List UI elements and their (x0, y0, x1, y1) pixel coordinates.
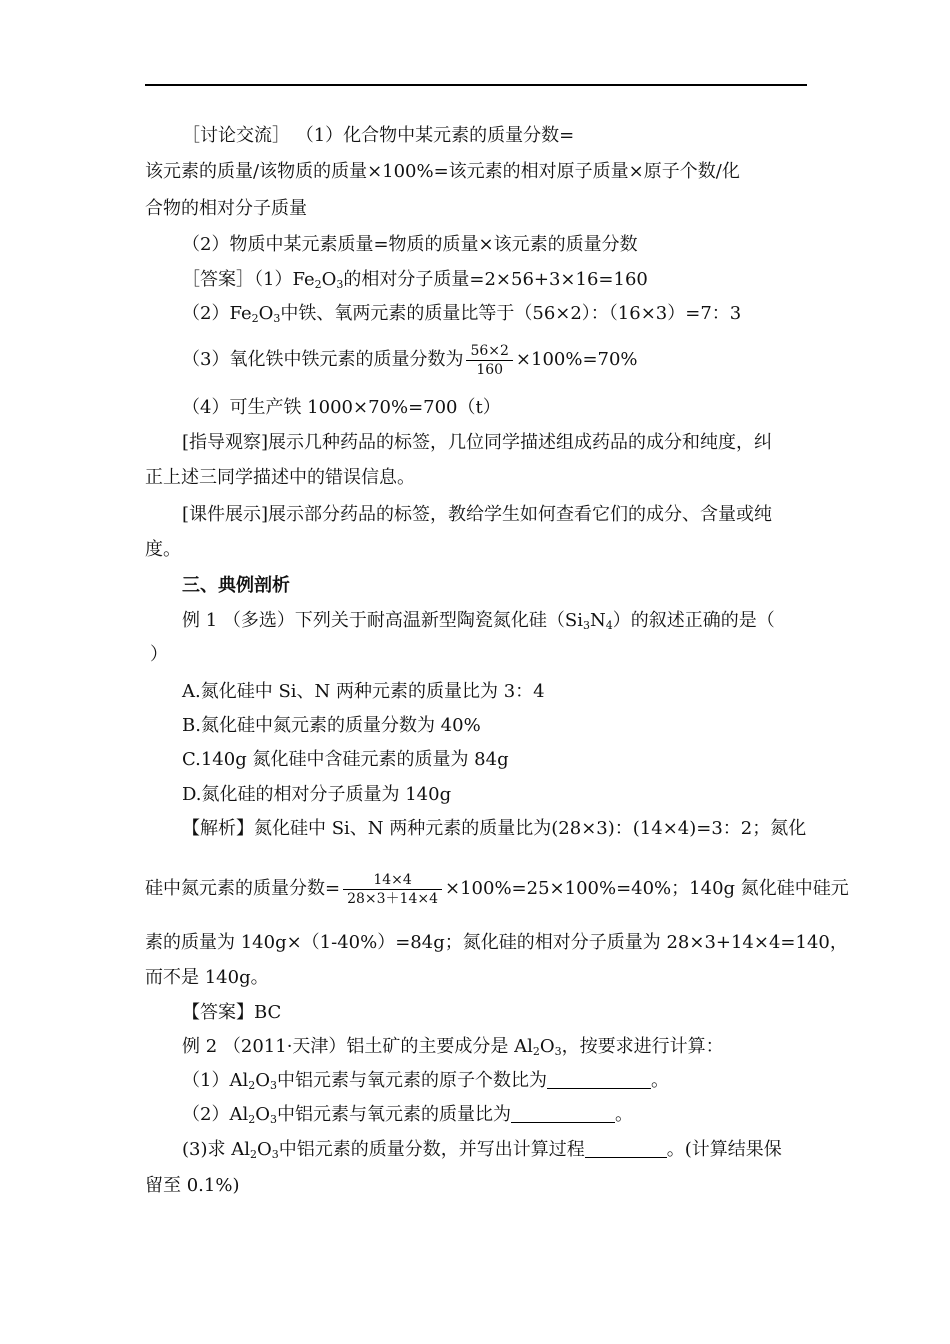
guide-line-2: 正上述三同学描述中的错误信息。 (145, 467, 415, 488)
answer-part-2: $(2)Fe_2O_3$中铁、氧两元素的质量比等于（56×2）：（16×3）=7：3 (182, 303, 742, 325)
example1-question: 例 1 （多选）下列关于耐高温新型陶瓷氮化硅$(Si_3N_4)$的叙述正确的是（ (182, 610, 775, 632)
option-d: D.氮化硅的相对分子质量为 140g (182, 784, 452, 805)
analysis-line-3: 素的质量为 140g×（1-40%）=84g；氮化硅的相对分子质量为 28×3+14×4=140， (145, 932, 848, 953)
analysis-line-1: 【解析】氮化硅中 Si、N 两种元素的质量比为(28×3)：(14×4)=3：2；氮化 (182, 818, 807, 839)
example2-part-3: (3)求 $Al_2O_3$中铝元素的质量分数，并写出计算过程 。(计算结果保 (182, 1139, 782, 1161)
discussion-line-2: 该元素的质量/该物质的质量×100%=该元素的相对原子质量×原子个数/化 (145, 161, 740, 182)
option-c: C.140g 氮化硅中含硅元素的质量为 84g (182, 749, 509, 770)
answer-part-1: ［答案$](1)Fe_2O_3$的相对分子质量=2×56+3×16=160 (182, 269, 648, 291)
answer-blank-1[interactable] (547, 1070, 651, 1089)
discussion-line-4: （2）物质中某元素质量=物质的质量×该元素的质量分数 (182, 234, 638, 255)
option-b: B.氮化硅中氮元素的质量分数为 40% (182, 715, 481, 736)
discussion-line-1: ［讨论交流］ （1）化合物中某元素的质量分数= (182, 125, 575, 146)
option-a: A.氮化硅中 Si、N 两种元素的质量比为 3：4 (182, 681, 545, 702)
answer-blank-3[interactable] (585, 1139, 667, 1158)
section-title: 三、典例剖析 (182, 575, 290, 596)
answer-blank-2[interactable] (511, 1104, 615, 1123)
analysis-line-2: 硅中氮元素的质量分数= $\frac{14\times 4}{28\times 3+14\times 4}$ ×100%=25×100%=40%；140g 氮化硅中硅元 (145, 871, 849, 907)
example2-part-2: $(2)Al_2O_3$中铝元素与氧元素的质量比为 。 (182, 1104, 633, 1126)
example2-part-1: $(1)Al_2O_3$中铝元素与氧元素的原子个数比为 。 (182, 1070, 669, 1092)
example2-part-3-line-2: 留至 0.1%) (145, 1175, 240, 1196)
fraction-nitrogen: $\frac{14\times 4}{28\times 3+14\times 4}$ (343, 871, 442, 908)
discussion-line-3: 合物的相对分子质量 (145, 198, 307, 219)
example1-answer: 【答案】BC (182, 1002, 282, 1023)
answer-part-4: （4）可生产铁 1000×70%=700（t） (182, 397, 501, 418)
analysis-line-4: 而不是 140g。 (145, 967, 269, 988)
example2-question: 例 2 （2011·天津）铝土矿的主要成分是 $Al_2O_3$，按要求进行计算： (182, 1036, 724, 1058)
header-rule (145, 84, 807, 86)
courseware-line-2: 度。 (145, 539, 181, 560)
courseware-line-1: [课件展示]展示部分药品的标签，教给学生如何查看它们的成分、含量或纯 (182, 504, 773, 525)
answer-part-3: （3）氧化铁中铁元素的质量分数为 $\frac{56\times 2}{160}$ ×100%=70% (182, 342, 638, 378)
fraction-iron: $\frac{56\times 2}{160}$ (466, 342, 512, 379)
example1-question-close: ） (150, 644, 168, 665)
guide-line-1: [指导观察]展示几种药品的标签，几位同学描述组成药品的成分和纯度，纠 (182, 432, 773, 453)
